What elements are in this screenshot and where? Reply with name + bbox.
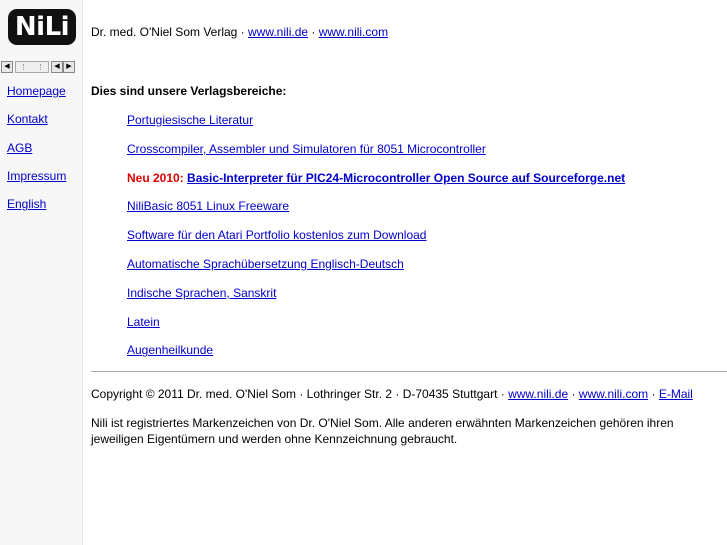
link-indische-sprachen[interactable]: Indische Sprachen, Sanskrit bbox=[127, 285, 277, 300]
separator: · bbox=[237, 25, 249, 39]
list-item bbox=[127, 343, 625, 372]
publisher-name: Dr. med. O'Niel Som Verlag bbox=[91, 25, 238, 39]
footer-link-email[interactable]: E-Mail bbox=[658, 387, 693, 401]
link-nilibasic[interactable]: NiliBasic 8051 Linux Freeware bbox=[127, 199, 290, 214]
list-item bbox=[127, 199, 625, 228]
link-basic-interpreter[interactable]: Basic-Interpreter für PIC24-Microcontroller Open Source auf Sourceforge.net bbox=[187, 170, 626, 185]
scrollbar-thumb[interactable] bbox=[23, 64, 41, 70]
link-sprachuebersetzung[interactable]: Automatische Sprachübersetzung Englisch-Deutsch bbox=[127, 256, 404, 271]
link-nili-com[interactable]: www.nili.com bbox=[318, 25, 389, 39]
list-item bbox=[127, 228, 625, 257]
scroll-left-icon[interactable]: ◀ bbox=[1, 61, 13, 73]
divider bbox=[91, 371, 727, 372]
separator: · bbox=[648, 387, 659, 401]
copyright-text: Copyright © 2011 Dr. med. O'Niel Som · Lothringer Str. 2 · D-70435 Stuttgart · bbox=[91, 387, 509, 401]
sidebar-nav bbox=[7, 84, 66, 225]
separator: · bbox=[308, 25, 319, 39]
link-latein[interactable]: Latein bbox=[127, 314, 160, 329]
publishing-areas-list bbox=[127, 113, 625, 372]
nili-logo[interactable]: NiLi bbox=[8, 9, 76, 45]
sidebar-item-impressum[interactable]: Impressum bbox=[7, 168, 67, 183]
horizontal-scrollbar[interactable] bbox=[1, 61, 77, 73]
footer-link-nili-de[interactable]: www.nili.de bbox=[508, 387, 569, 401]
link-portugiesische-literatur[interactable]: Portugiesische Literatur bbox=[127, 113, 254, 127]
scroll-left-icon-2[interactable]: ◀ bbox=[51, 61, 63, 73]
link-atari-portfolio[interactable]: Software für den Atari Portfolio kostenlos zum Download bbox=[127, 228, 427, 243]
list-item bbox=[127, 286, 625, 315]
link-crosscompiler[interactable]: Crosscompiler, Assembler und Simulatoren für 8051 Microcontroller bbox=[127, 141, 486, 156]
section-title: Dies sind unsere Verlagsbereiche: bbox=[91, 84, 287, 98]
sidebar-item-english[interactable]: English bbox=[7, 197, 47, 212]
sidebar-item-kontakt[interactable]: Kontakt bbox=[7, 112, 48, 127]
header bbox=[91, 25, 388, 39]
sidebar-item-agb[interactable]: AGB bbox=[7, 140, 33, 155]
separator: · bbox=[568, 387, 579, 401]
copyright-line bbox=[91, 387, 693, 401]
list-item bbox=[127, 257, 625, 286]
scroll-right-icon[interactable]: ▶ bbox=[63, 61, 75, 73]
scrollbar-track[interactable] bbox=[15, 61, 49, 73]
list-item bbox=[127, 171, 625, 200]
list-item bbox=[127, 142, 625, 171]
list-item bbox=[127, 113, 625, 142]
link-nili-de[interactable]: www.nili.de bbox=[248, 25, 309, 39]
footer-link-nili-com[interactable]: www.nili.com bbox=[578, 387, 649, 401]
new-badge: Neu 2010: bbox=[127, 170, 184, 185]
sidebar bbox=[0, 0, 83, 545]
link-augenheilkunde[interactable]: Augenheilkunde bbox=[127, 343, 214, 358]
sidebar-item-homepage[interactable]: Homepage bbox=[7, 84, 66, 98]
list-item bbox=[127, 315, 625, 344]
trademark-notice: Nili ist registriertes Markenzeichen von Dr. O'Niel Som. Alle anderen erwähnten Markenzeichen gehören ihren jeweiligen Eigentümern und werden ohne Kennzeichnung gebraucht. bbox=[91, 416, 674, 446]
